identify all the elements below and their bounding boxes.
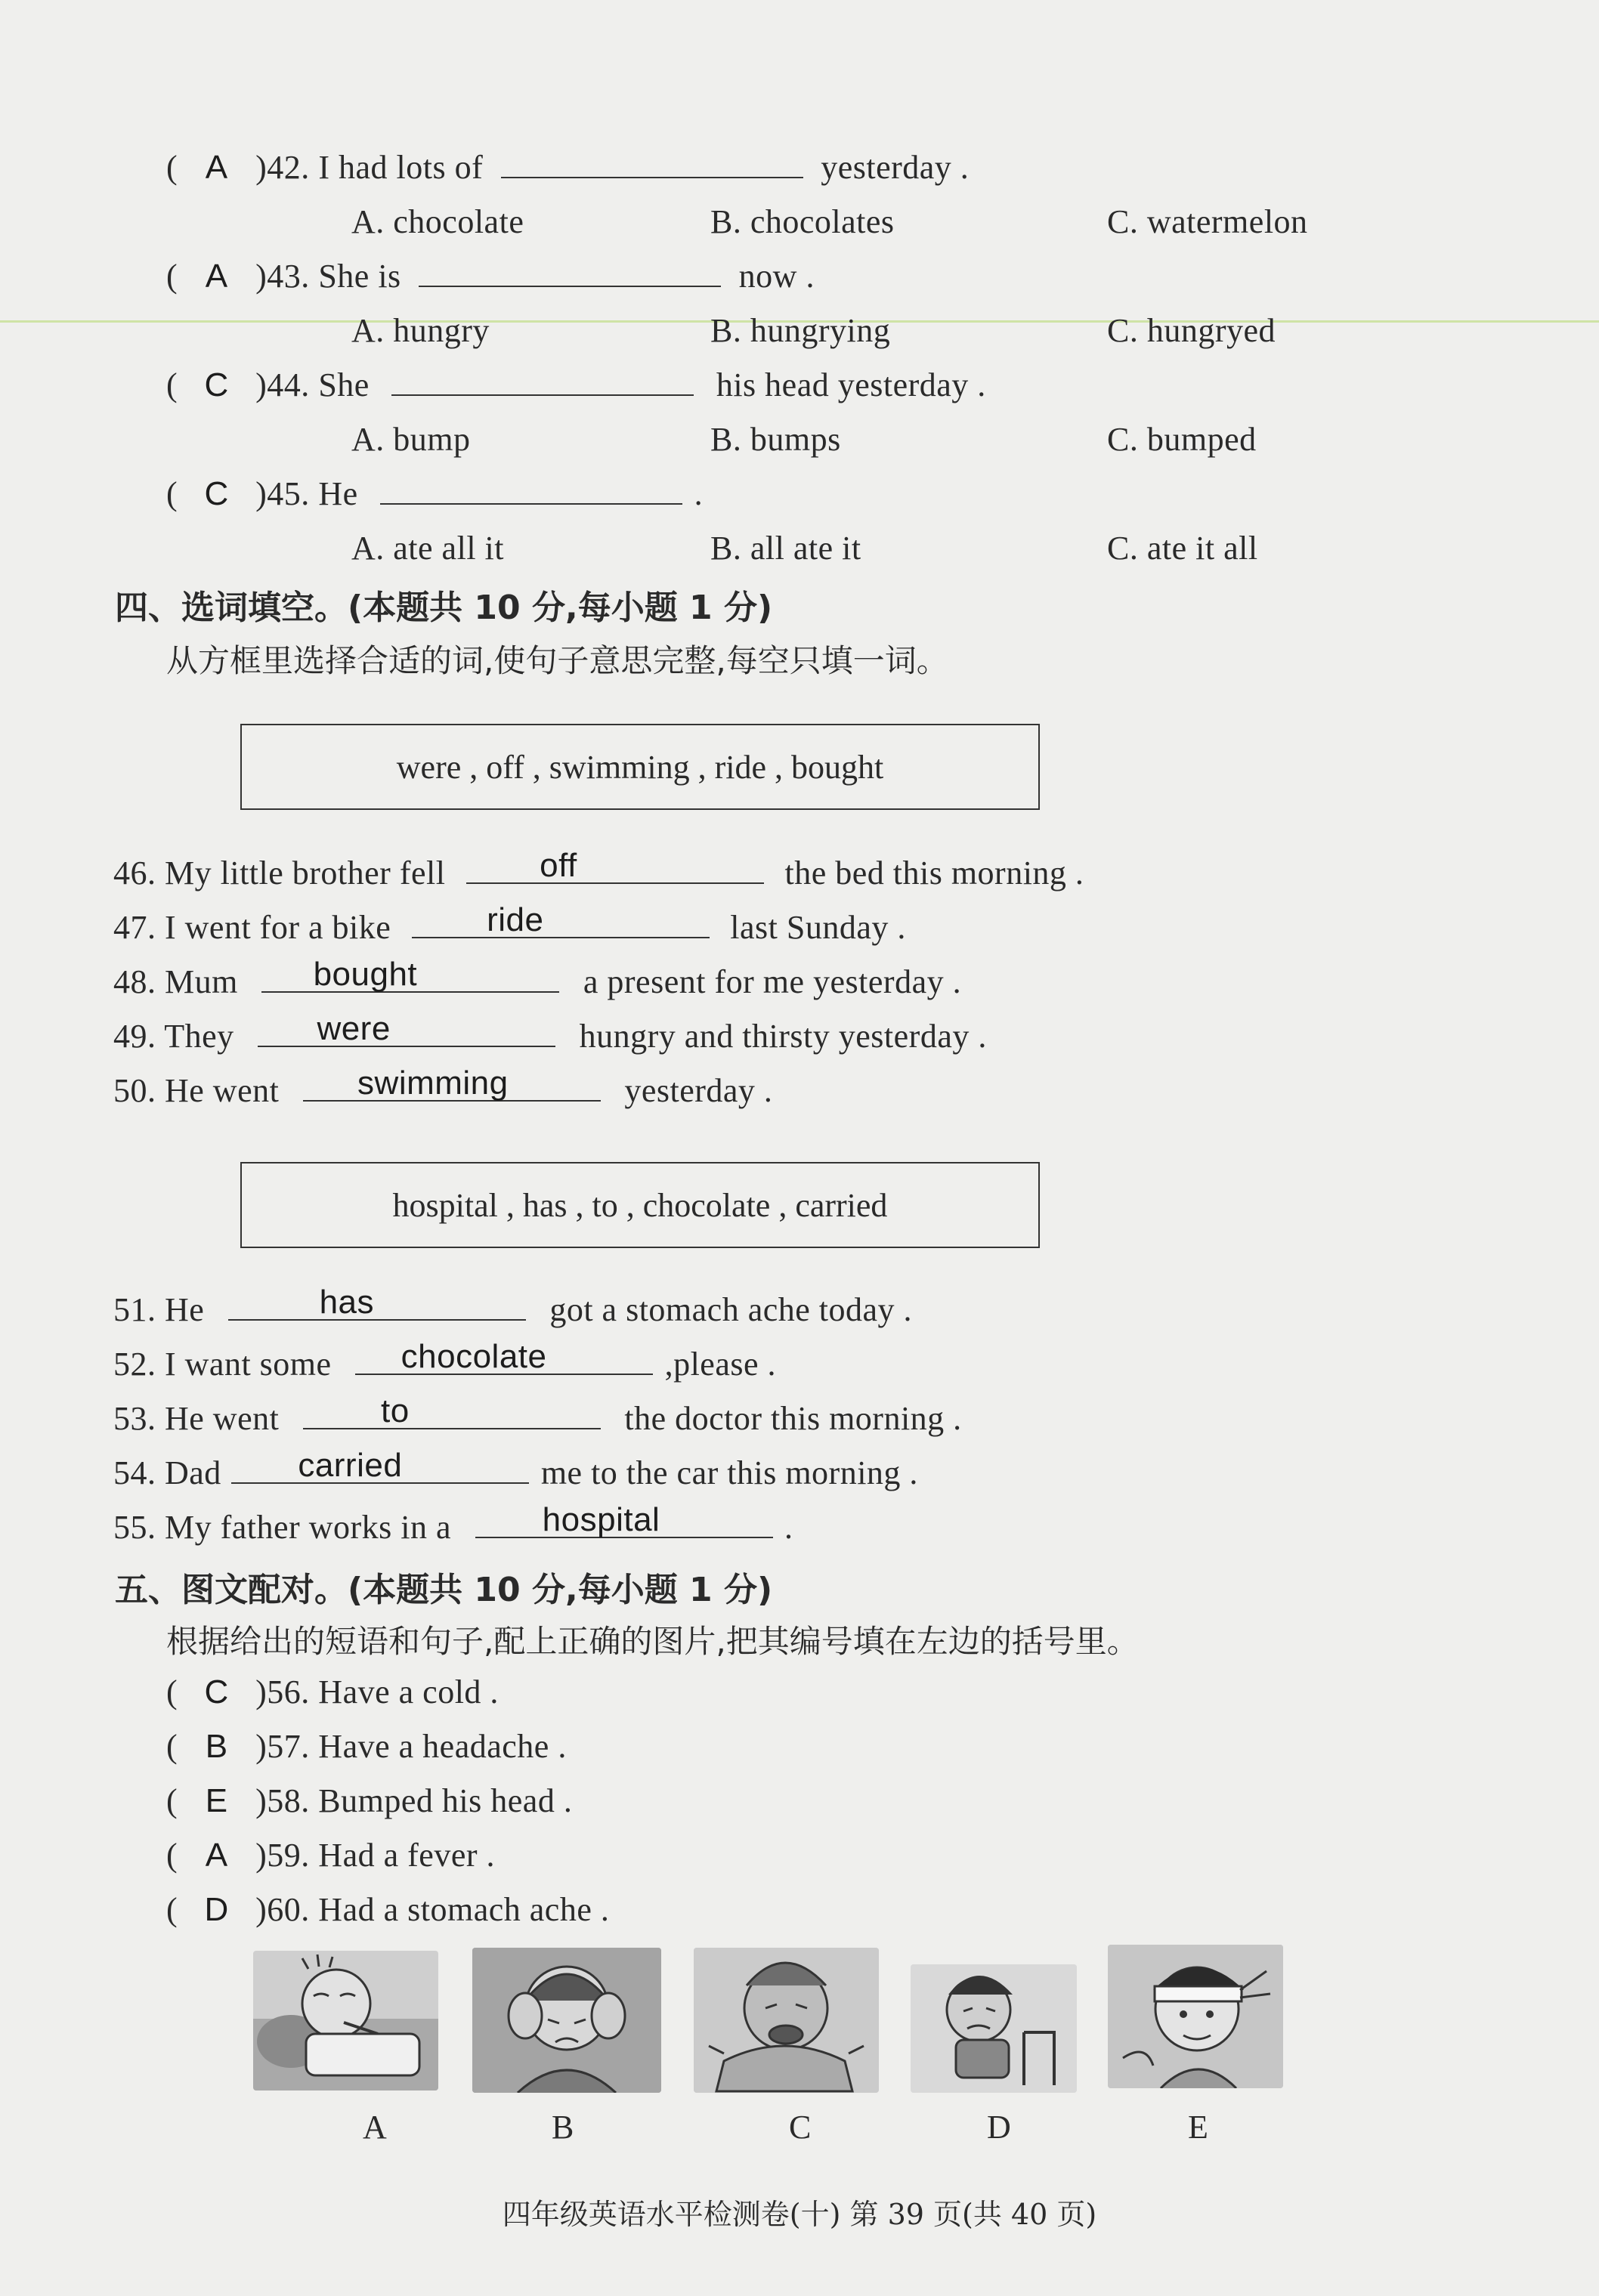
question-45	[166, 474, 703, 513]
q54-post: me to the car this morning .	[540, 1454, 918, 1491]
answer-46: off	[540, 847, 577, 884]
q45-blank[interactable]	[380, 474, 682, 505]
picture-label-a: A	[363, 2109, 387, 2146]
question-51	[113, 1284, 913, 1329]
answer-43: A	[205, 258, 228, 295]
question-58	[166, 1781, 572, 1820]
answer-44: C	[204, 366, 229, 403]
answer-48: bought	[313, 956, 418, 993]
question-53	[113, 1392, 962, 1438]
q42-option-b: B. chocolates	[710, 203, 895, 240]
q48-post: a present for me yesterday .	[583, 963, 962, 1000]
answer-58: E	[205, 1782, 228, 1819]
answer-54: carried	[298, 1447, 403, 1484]
picture-label-c: C	[789, 2109, 812, 2146]
q51-post: got a stomach ache today .	[549, 1291, 913, 1328]
q58-text: )58. Bumped his head .	[255, 1782, 573, 1819]
paren-open: (	[166, 1891, 178, 1928]
answer-57: B	[205, 1728, 228, 1765]
q45-option-c: C. ate it all	[1107, 530, 1258, 567]
question-54	[113, 1447, 918, 1492]
q45-option-b: B. all ate it	[710, 530, 861, 567]
q45-after: .	[694, 475, 704, 512]
q43-after: now .	[738, 258, 815, 295]
page-footer: 四年级英语水平检测卷(十) 第 39 页(共 40 页)	[502, 2198, 1097, 2231]
headache-illustration	[472, 1948, 661, 2093]
word-box-2-text: hospital , has , to , chocolate , carried	[392, 1186, 888, 1224]
q55-blank[interactable]	[475, 1501, 773, 1538]
bumped-head-illustration	[1108, 1945, 1283, 2088]
picture-c-cold	[694, 1948, 879, 2093]
question-52	[113, 1338, 776, 1383]
q43-num: )43.	[255, 258, 310, 295]
q52-post: ,please .	[664, 1346, 776, 1383]
question-57	[166, 1727, 567, 1766]
picture-label-b: B	[552, 2109, 574, 2146]
section-5-heading: 五、图文配对。(本题共 10 分,每小题 1 分)	[115, 1571, 773, 1609]
q50-post: yesterday .	[624, 1072, 773, 1109]
question-50	[113, 1065, 773, 1110]
q45-option-a: A. ate all it	[351, 530, 504, 567]
q47-blank[interactable]	[412, 901, 710, 938]
q42-option-c: C. watermelon	[1107, 203, 1308, 240]
q42-num: )42.	[255, 149, 310, 186]
q49-post: hungry and thirsty yesterday .	[579, 1018, 987, 1055]
paren-open: (	[166, 366, 178, 403]
section-5-instruction: 根据给出的短语和句子,配上正确的图片,把其编号填在左边的括号里。	[166, 1623, 1139, 1660]
q60-text: )60. Had a stomach ache .	[255, 1891, 610, 1928]
q45-stem: He	[318, 475, 358, 512]
q44-after: his head yesterday .	[716, 366, 986, 403]
picture-e-bumped-head	[1108, 1945, 1283, 2088]
cold-illustration	[694, 1948, 879, 2093]
question-55	[113, 1501, 793, 1547]
picture-label-d: D	[987, 2109, 1011, 2146]
picture-a-fever	[253, 1951, 438, 2091]
q44-blank[interactable]	[391, 366, 694, 396]
paren-open: (	[166, 149, 178, 186]
q52-pre: 52. I want some	[113, 1346, 332, 1383]
q53-post: the doctor this morning .	[624, 1400, 962, 1437]
question-44	[166, 366, 986, 404]
q47-post: last Sunday .	[730, 909, 906, 946]
question-48	[113, 956, 962, 1001]
q42-blank[interactable]	[501, 148, 803, 178]
q52-blank[interactable]	[355, 1338, 653, 1375]
answer-50: swimming	[357, 1065, 509, 1102]
word-box-1	[240, 724, 1040, 810]
section-4-instruction: 从方框里选择合适的词,使句子意思完整,每空只填一词。	[166, 642, 948, 679]
q49-pre: 49. They	[113, 1018, 234, 1055]
q57-text: )57. Have a headache .	[255, 1728, 567, 1765]
q42-after: yesterday .	[821, 149, 970, 186]
paren-open: (	[166, 1837, 178, 1874]
question-47	[113, 901, 906, 947]
answer-55: hospital	[542, 1501, 660, 1538]
answer-42: A	[205, 149, 228, 186]
picture-label-e: E	[1188, 2109, 1208, 2146]
q43-option-c: C. hungryed	[1107, 312, 1276, 349]
q54-blank[interactable]	[231, 1447, 529, 1484]
paren-open: (	[166, 1673, 178, 1710]
picture-d-stomach-ache	[911, 1964, 1077, 2093]
q48-pre: 48. Mum	[113, 963, 238, 1000]
answer-56: C	[204, 1673, 229, 1710]
q44-option-a: A. bump	[351, 421, 471, 458]
question-49	[113, 1010, 987, 1055]
section-4-heading: 四、选词填空。(本题共 10 分,每小题 1 分)	[115, 589, 773, 627]
question-43	[166, 257, 815, 295]
q59-text: )59. Had a fever .	[255, 1837, 496, 1874]
answer-59: A	[205, 1837, 228, 1874]
q46-post: the bed this morning .	[784, 854, 1084, 892]
q42-option-a: A. chocolate	[351, 203, 524, 240]
q56-text: )56. Have a cold .	[255, 1673, 499, 1710]
q50-pre: 50. He went	[113, 1072, 280, 1109]
q51-pre: 51. He	[113, 1291, 205, 1328]
answer-45: C	[204, 475, 229, 512]
paren-open: (	[166, 1728, 178, 1765]
q44-option-b: B. bumps	[710, 421, 841, 458]
q49-blank[interactable]	[258, 1010, 555, 1047]
q55-pre: 55. My father works in a	[113, 1509, 452, 1546]
question-56	[166, 1673, 499, 1711]
question-46	[113, 847, 1084, 892]
answer-52: chocolate	[401, 1338, 547, 1375]
question-60	[166, 1890, 609, 1929]
q42-stem: I had lots of	[318, 149, 484, 186]
question-59	[166, 1836, 495, 1874]
q48-blank[interactable]	[261, 956, 559, 993]
q44-stem: She	[318, 366, 370, 403]
paren-open: (	[166, 1782, 178, 1819]
answer-49: were	[317, 1010, 391, 1047]
paren-open: (	[166, 258, 178, 295]
word-box-2	[240, 1162, 1040, 1248]
q44-num: )44.	[255, 366, 310, 403]
q44-option-c: C. bumped	[1107, 421, 1257, 458]
q54-pre: 54. Dad	[113, 1454, 221, 1491]
answer-53: to	[380, 1392, 410, 1429]
picture-b-headache	[472, 1948, 661, 2093]
q53-blank[interactable]	[303, 1392, 601, 1429]
q43-stem: She is	[318, 258, 401, 295]
q55-post: .	[784, 1509, 793, 1546]
question-42	[166, 148, 969, 187]
answer-60: D	[204, 1891, 229, 1928]
answer-51: has	[319, 1284, 375, 1321]
q47-pre: 47. I went for a bike	[113, 909, 391, 946]
answer-47: ride	[487, 901, 544, 938]
q46-pre: 46. My little brother fell	[113, 854, 446, 892]
paren-open: (	[166, 475, 178, 512]
q43-option-a: A. hungry	[351, 312, 490, 349]
q43-option-b: B. hungrying	[710, 312, 891, 349]
q43-blank[interactable]	[419, 257, 721, 287]
q51-blank[interactable]	[228, 1284, 526, 1321]
q46-blank[interactable]	[466, 847, 764, 884]
q45-num: )45.	[255, 475, 310, 512]
word-box-1-text: were , off , swimming , ride , bought	[396, 748, 884, 786]
stomach-ache-illustration	[911, 1964, 1077, 2093]
fever-illustration	[253, 1951, 438, 2091]
q53-pre: 53. He went	[113, 1400, 280, 1437]
q50-blank[interactable]	[303, 1065, 601, 1102]
